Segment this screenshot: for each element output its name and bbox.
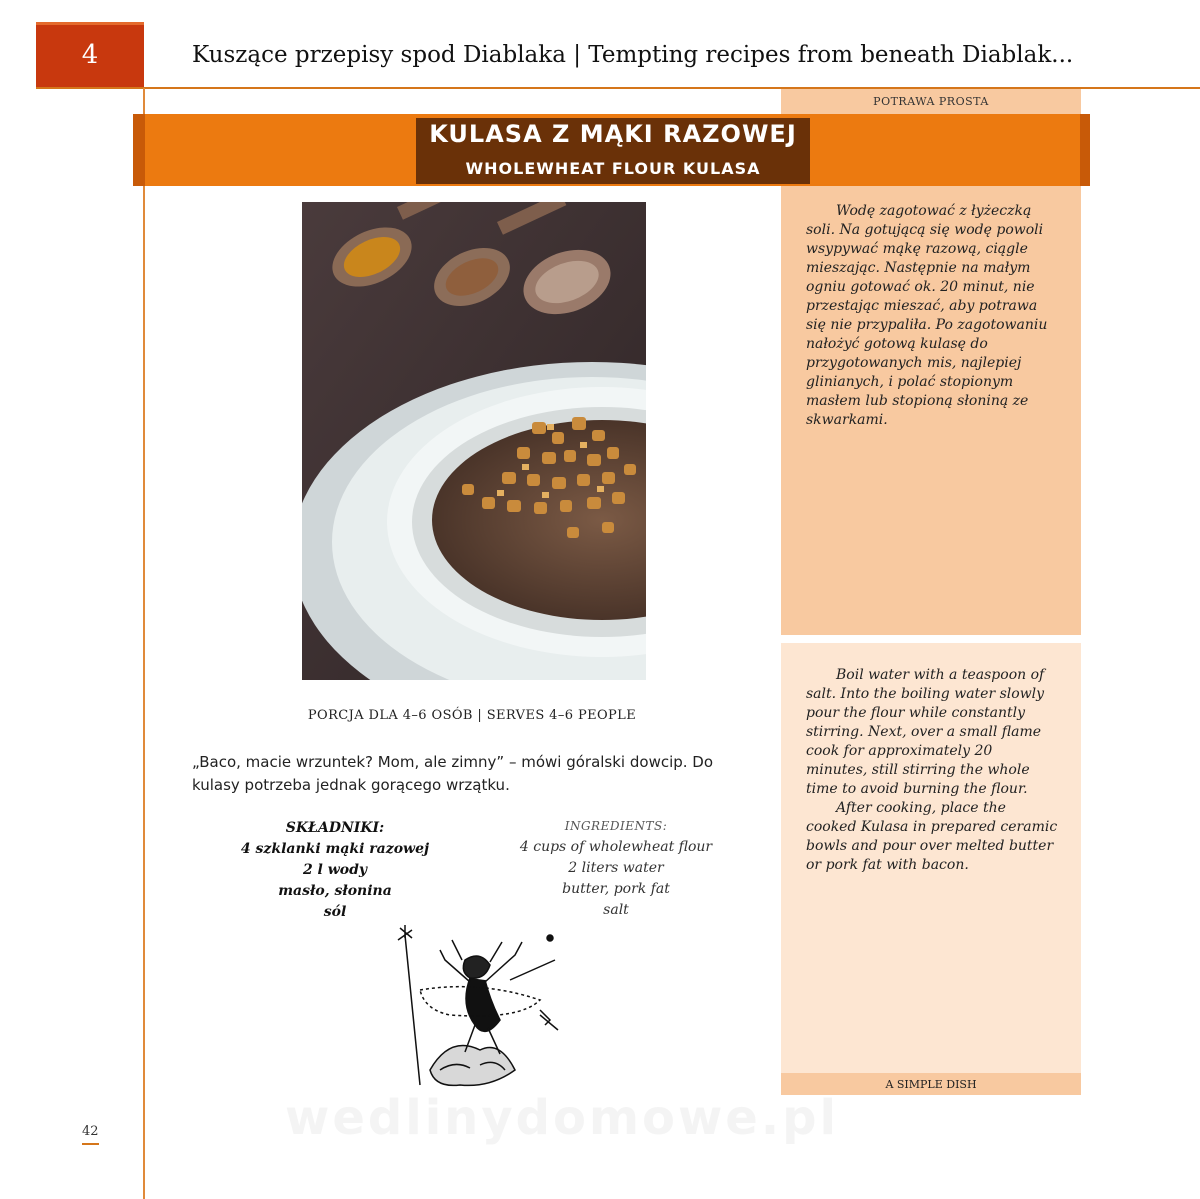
- recipe-title-en: WHOLEWHEAT FLOUR KULASA: [465, 159, 761, 178]
- steps-en: [806, 666, 1058, 875]
- ingredients-en: [500, 816, 732, 921]
- ingredients-en-heading: INGREDIENTS:: [564, 819, 668, 833]
- ingredient-en-item: 4 cups of wholewheat flour: [519, 839, 713, 855]
- step-paragraph-pl: Wodę zagotować z łyżeczką soli. Na gotującą się wodę powoli wsypywać mąkę razową, ciągle mieszając. Następnie na małym ogniu gotować ok. 20 minut, nie przestając mieszać, aby potrawa się nie przypaliła. Po zagotowaniu nałożyć gotową kulasę do przygotowanych mis, najlepiej glinianych, i polać stopionym masłem lub stopioną słoniną ze skwarkami.: [806, 203, 1048, 428]
- ingredient-en-item: butter, pork fat: [562, 881, 670, 897]
- step-paragraph-en: After cooking, place the cooked Kulasa in prepared ceramic bowls and pour over melted butter or pork fat with bacon.: [806, 800, 1058, 873]
- margin-rule: [143, 88, 145, 1199]
- ingredient-pl-item: masło, słonina: [278, 883, 392, 899]
- ingredient-pl-item: sól: [323, 904, 347, 920]
- step-paragraph-en: Boil water with a teaspoon of salt. Into the boiling water slowly pour the flour while constantly stirring. Next, over a small flame cook for approximately 20 minutes, still stirring the whole time to avoid burning the flour.: [806, 667, 1045, 797]
- page-number: 42: [82, 1124, 99, 1139]
- ingredients-pl-heading: SKŁADNIKI:: [285, 820, 385, 836]
- ingredients-pl: [230, 818, 440, 923]
- ingredient-en-item: salt: [603, 902, 629, 918]
- dish-category-label-en: A SIMPLE DISH: [781, 1073, 1081, 1095]
- chapter-number: 4: [81, 40, 99, 70]
- ingredient-en-item: 2 liters water: [568, 860, 664, 876]
- running-header-title: Kuszące przepisy spod Diablaka | Tempting recipes from beneath Diablak...: [192, 42, 1074, 68]
- watermark: wedlinydomowe.pl: [285, 1090, 839, 1146]
- dish-category-label-pl: POTRAWA PROSTA: [873, 95, 989, 108]
- ingredient-pl-item: 4 szklanki mąki razowej: [240, 841, 430, 857]
- dish-photo: [302, 202, 646, 680]
- servings-info: PORCJA DLA 4–6 OSÓB | SERVES 4–6 PEOPLE: [307, 708, 637, 723]
- recipe-title-pl: KULASA Z MĄKI RAZOWEJ: [429, 120, 797, 148]
- page-number-rule: [82, 1143, 99, 1145]
- devil-illustration: [390, 920, 570, 1092]
- intro-paragraph: „Baco, macie wrzuntek? Mom, ale zimny” – mówi góralski dowcip. Do kulasy potrzeba jednak gorącego wrzątku.: [192, 753, 714, 794]
- steps-pl: [806, 202, 1058, 430]
- ingredient-pl-item: 2 l wody: [302, 862, 368, 878]
